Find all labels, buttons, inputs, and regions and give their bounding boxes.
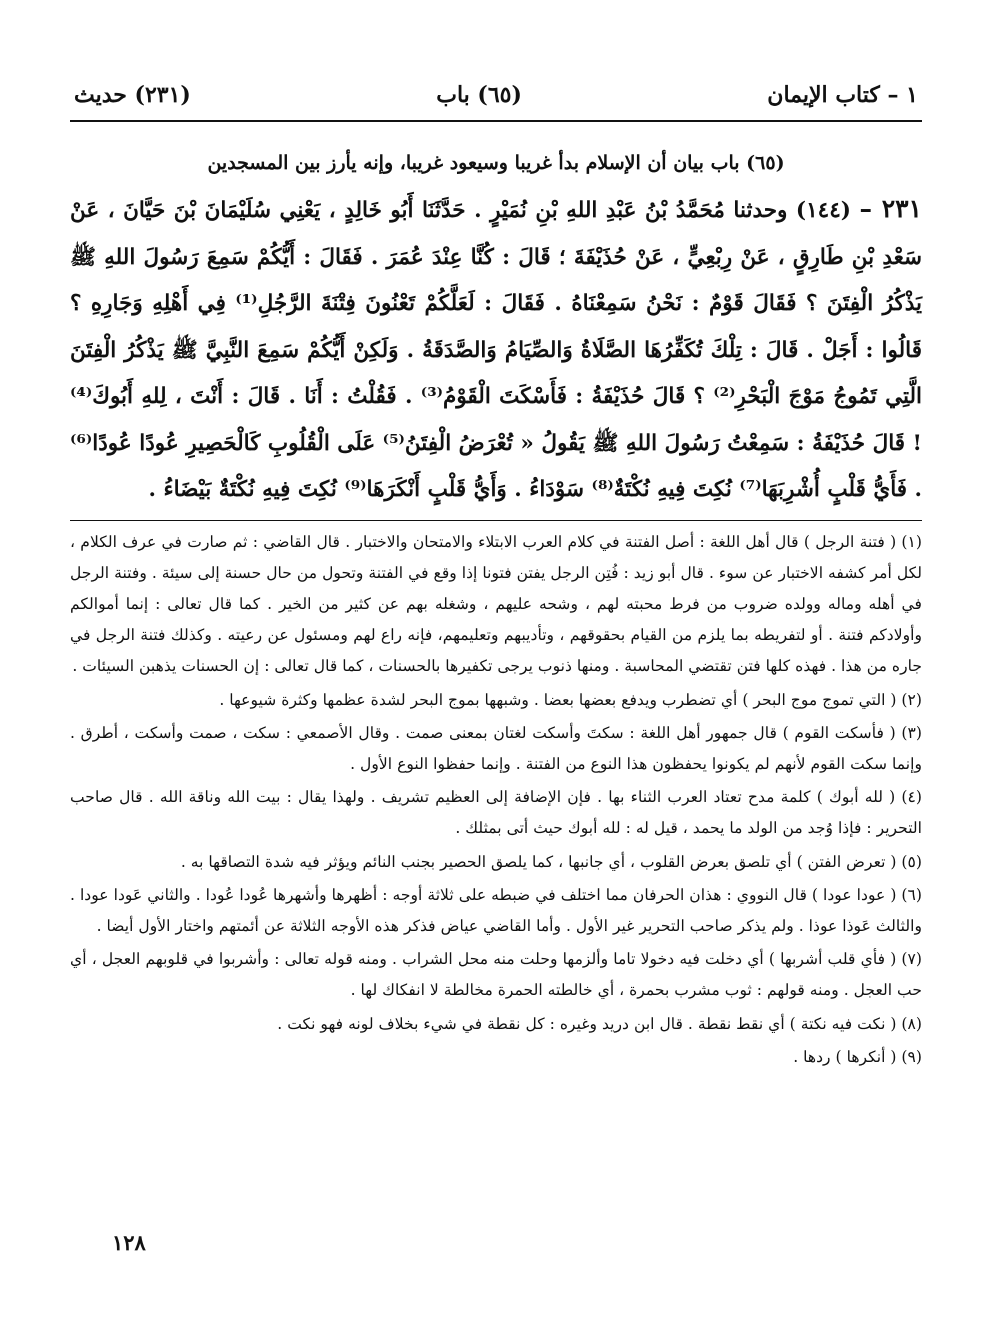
- header-rule: [70, 120, 922, 122]
- page-number: ١٢٨: [112, 1230, 146, 1255]
- footnote-rule: [70, 520, 922, 521]
- footnote-5: (٥) ( تعرض الفتن ) أي تلصق بعرض القلوب ، أي جانبها ، كما يلصق الحصير بجنب النائم ويؤثر فيه شدة التصاقها به .: [180, 852, 922, 871]
- footnote-2: (٢) ( التي تموج موج البحر ) أي تضطرب ويدفع بعضها بعضا . وشبهها بموج البحر لشدة عظمها وكثرة شيوعها .: [219, 690, 922, 709]
- header-book-title: ١ – كتاب الإيمان: [767, 82, 918, 108]
- footnote-6: (٦) ( عودا عودا ) قال النووي : هذان الحرفان مما اختلف في ضبطه على ثلاثة أوجه : أظهرها وأشهرها عُودا عُودا . والثاني عَودا عودا . والثالث عَوذا عوذا . ولم يذكر صاحب التحرير غير الأول . وأما القاضي عياض فذكر هذه الأوجه الثلاثة عن أئمتهم واختار الأول أيضا .: [70, 885, 922, 935]
- header-chapter-number: (٦٥) باب: [436, 82, 522, 108]
- footnote-7: (٧) ( فأي قلب أشربها ) أي دخلت فيه دخولا تاما وألزمها وحلت منه محل الشراب . ومنه قوله تعالى : وأشربوا في قلوبهم العجل ، أي حب العجل . ومنه قولهم : ثوب مشرب بحمرة ، أي خالطته الحمرة مخالطة لا انفكاك لها .: [70, 950, 922, 1000]
- footnote-8: (٨) ( نكت فيه نكتة ) أي نقط نقطة . قال ابن دريد وغيره : كل نقطة في شيء بخلاف لونه فهو نكت .: [277, 1014, 922, 1033]
- footnote-9: (٩) ( أنكرها ) ردها .: [793, 1047, 922, 1066]
- hadith-text-block: [70, 186, 922, 514]
- chapter-heading: (٦٥) باب بيان أن الإسلام بدأ غريبا وسيعود غريبا، وإنه يأرز بين المسجدين: [207, 152, 785, 174]
- hadith-number: ٢٣١ –: [859, 194, 922, 223]
- page-body: [70, 78, 922, 1073]
- footnote-1: (١) ( فتنة الرجل ) قال أهل اللغة : أصل الفتنة في كلام العرب الابتلاء والامتحان والاختبار . قال القاضي : ثم صارت في عرف الكلام ، لكل أمر كشفه الاختبار عن سوء . قال أبو زيد : فُتِن الرجل يفتن فتونا إذا وقع في الفتنة وتحول من حال حسنة إلى سيئة . وفتنة الرجل في أهله وماله وولده ضروب من فرط محبته لهم ، وشحه عليهم ، وشغله بهم عن كثير من الخير . كما قال تعالى : إنما أموالكم وأولادكم فتنة . أو لتفريطه بما يلزم من القيام بحقوقهم ، وتأديبهم وتعليمهم، فإنه راع لهم ومسئول عن رعيته . وكذلك فتنة الرجل في جاره من هذا . فهذه كلها فتن تقتضي المحاسبة . ومنها ذنوب يرجى تكفيرها بالحسنات ، كما قال تعالى : إن الحسنات يذهبن السيئات .: [70, 532, 922, 676]
- footnote-3: (٣) ( فأسكت القوم ) قال جمهور أهل اللغة : سكتَ وأسكت لغتان بمعنى صمت . وقال الأصمعي : سكت ، صمت وأسكت ، أطرق . وإنما سكت القوم لأنهم لم يكونوا يحفظون هذا النوع من الفتنة . وإنما حفظوا النوع الأول .: [70, 723, 922, 773]
- hadith-text: (١٤٤) وحدثنا مُحَمَّدُ بْنُ عَبْدِ اللهِ بْنِ نُمَيْرٍ . حَدَّثَنَا أَبُو خَالِدٍ ، يَعْنِي سُلَيْمَانَ بْنَ حَيَّانَ ، عَنْ سَعْدِ بْنِ طَارِقٍ ، عَنْ رِبْعِيٍّ ، عَنْ حُذَيْفَةَ ؛ قَالَ : كُنَّا عِنْدَ عُمَرَ . فَقَالَ : أَيُّكُمْ سَمِعَ رَسُولَ اللهِ ﷺ يَذْكُرُ الْفِتَنَ ؟ فَقَالَ قَوْمٌ : نَحْنُ سَمِعْنَاهُ . فَقَالَ : لَعَلَّكُمْ تَعْنُونَ فِتْنَةَ الرَّجُلِ⁽¹⁾ فِي أَهْلِهِ وَجَارِهِ ؟ قَالُوا : أَجَلْ . قَالَ : تِلْكَ تُكَفِّرُهَا الصَّلَاةُ وَالصِّيَامُ وَالصَّدَقَةُ . وَلَكِنْ أَيُّكُمْ سَمِعَ النَّبِيَّ ﷺ يَذْكُرُ الْفِتَنَ الَّتِي تَمُوجُ مَوْجَ الْبَحْرِ⁽²⁾ ؟ قَالَ حُذَيْفَةُ : فَأَسْكَتَ الْقَوْمُ⁽³⁾ . فَقُلْتُ : أَنَا . قَالَ : أَنْتَ ، لِلهِ أَبُوكَ⁽⁴⁾ ! قَالَ حُذَيْفَةُ : سَمِعْتُ رَسُولَ اللهِ ﷺ يَقُولُ « تُعْرَضُ الْفِتَنُ⁽⁵⁾ عَلَى الْقُلُوبِ كَالْحَصِيرِ عُودًا عُودًا⁽⁶⁾ . فَأَيُّ قَلْبٍ أُشْرِبَهَا⁽⁷⁾ نُكِتَ فِيهِ نُكْتَةٌ⁽⁸⁾ سَوْدَاءُ . وَأَيُّ قَلْبٍ أَنْكَرَهَا⁽⁹⁾ نُكِتَ فِيهِ نُكْتَةٌ بَيْضَاءُ .: [70, 198, 923, 502]
- header-hadith-number: (٢٣١) حديث: [74, 82, 191, 108]
- footnote-4: (٤) ( لله أبوك ) كلمة مدح تعتاد العرب الثناء بها . فإن الإضافة إلى العظيم تشريف . ولهذا يقال : بيت الله وناقة الله . قال صاحب التحرير : فإذا وُجد من الولد ما يحمد ، قيل له : لله أبوك حيث أتى بمثلك .: [70, 788, 922, 838]
- running-header: [70, 78, 922, 112]
- footnotes: [70, 527, 922, 1073]
